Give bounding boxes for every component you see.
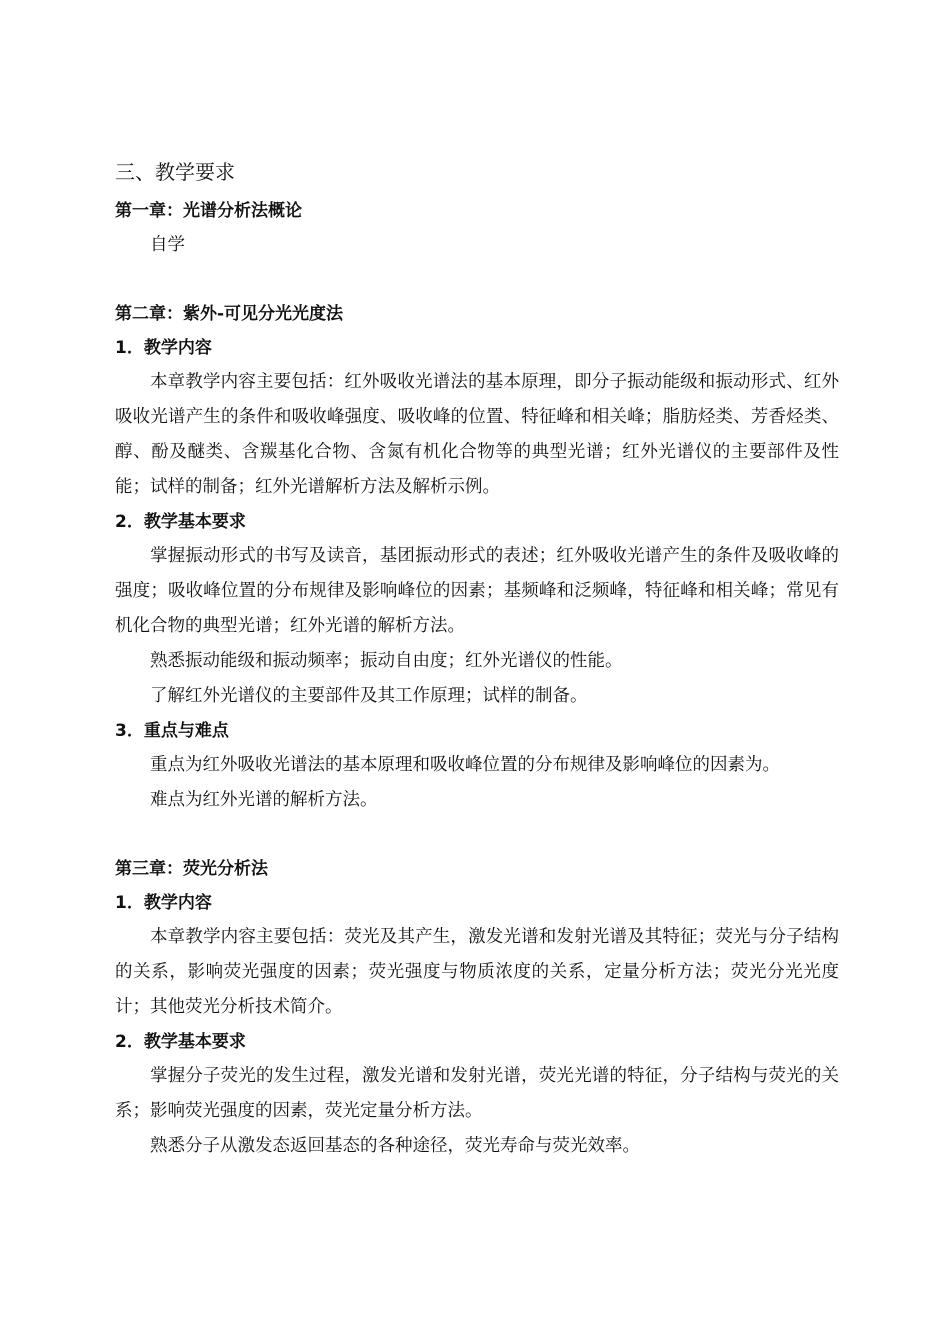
chapter-3-heading-requirements: 2．教学基本要求 xyxy=(115,1032,246,1052)
chapter-1-title: 第一章：光谱分析法概论 xyxy=(115,201,302,221)
chapter-2-master-paragraph: 掌握振动形式的书写及读音，基团振动形式的表述；红外吸收光谱产生的条件及吸收峰的强度；吸收峰位置的分布规律及影响峰位的因素；基频峰和泛频峰，特征峰和相关峰；常见有机化合物的典型光谱；红外光谱的解析方法。 xyxy=(115,546,839,636)
chapter-2-difficulty-paragraph: 难点为红外光谱的解析方法。 xyxy=(150,790,378,810)
chapter-3-heading-content: 1．教学内容 xyxy=(115,893,212,913)
chapter-3-title: 第三章：荧光分析法 xyxy=(115,859,268,879)
chapter-2-understand-paragraph: 了解红外光谱仪的主要部件及其工作原理；试样的制备。 xyxy=(150,686,588,706)
chapter-1-text: 自学 xyxy=(150,235,185,255)
document-page xyxy=(115,150,839,1164)
spacer xyxy=(115,263,839,297)
chapter-2-title: 第二章：紫外-可见分光光度法 xyxy=(115,304,344,324)
chapter-3-content-paragraph: 本章教学内容主要包括：荧光及其产生，激发光谱和发射光谱及其特征；荧光与分子结构的关系，影响荧光强度的因素；荧光强度与物质浓度的关系，定量分析方法；荧光分光光度计；其他荧光分析技术简介。 xyxy=(115,927,839,1017)
chapter-3-master-paragraph: 掌握分子荧光的发生过程，激发光谱和发射光谱，荧光光谱的特征，分子结构与荧光的关系；影响荧光强度的因素，荧光定量分析方法。 xyxy=(115,1066,839,1121)
chapter-2-content-paragraph: 本章教学内容主要包括：红外吸收光谱法的基本原理，即分子振动能级和振动形式、红外吸收光谱产生的条件和吸收峰强度、吸收峰的位置、特征峰和相关峰；脂肪烃类、芳香烃类、醇、酚及醚类、含羰基化合物、含氮有机化合物等的典型光谱；红外光谱仪的主要部件及性能；试样的制备；红外光谱解析方法及解析示例。 xyxy=(115,372,839,497)
chapter-2-familiar-paragraph: 熟悉振动能级和振动频率；振动自由度；红外光谱仪的性能。 xyxy=(150,651,623,671)
chapter-2-key-point-paragraph: 重点为红外吸收光谱法的基本原理和吸收峰位置的分布规律及影响峰位的因素为。 xyxy=(150,755,780,775)
chapter-2-heading-content: 1．教学内容 xyxy=(115,338,212,358)
chapter-2-heading-requirements: 2．教学基本要求 xyxy=(115,512,246,532)
chapter-2-heading-key-points: 3．重点与难点 xyxy=(115,721,229,741)
spacer xyxy=(115,818,839,852)
section-title: 三、教学要求 xyxy=(115,160,235,184)
chapter-3-familiar-paragraph: 熟悉分子从激发态返回基态的各种途径，荧光寿命与荧光效率。 xyxy=(150,1136,640,1156)
